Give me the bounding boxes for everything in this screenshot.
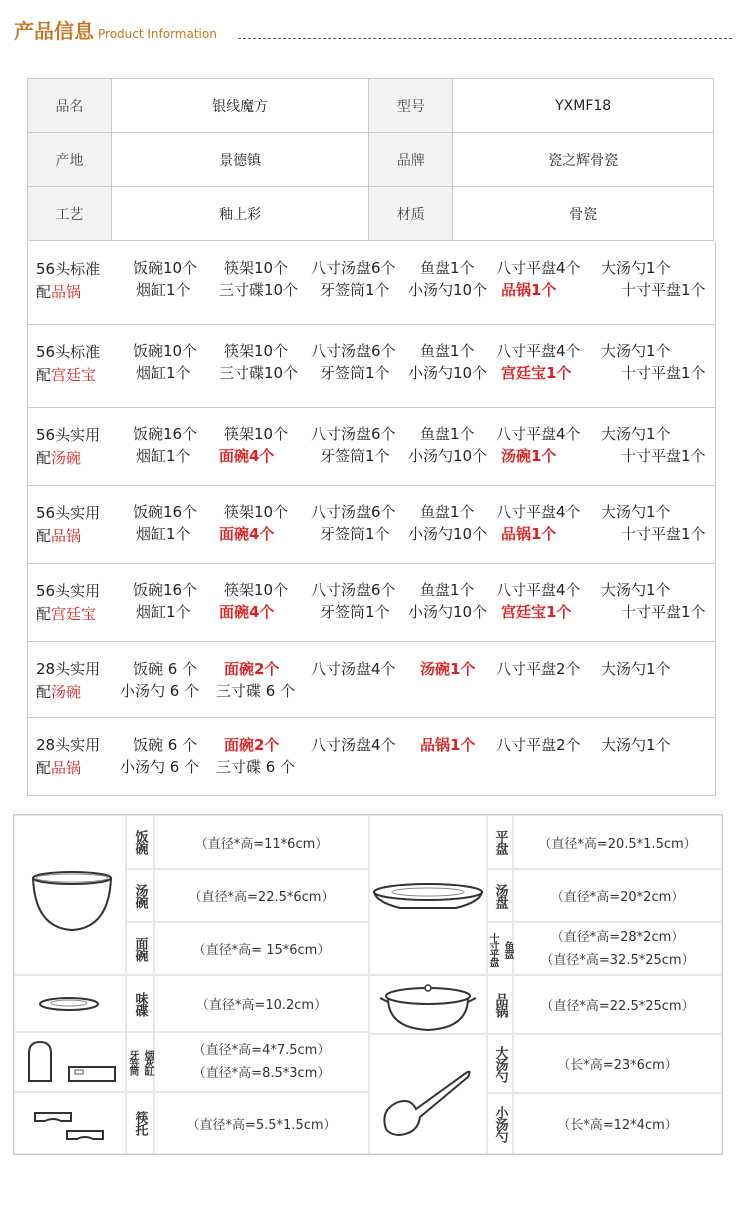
spec-value: 瓷之辉骨瓷 (453, 133, 714, 187)
spec-value: 骨瓷 (453, 187, 714, 241)
combo-item: 大汤勺1个 (601, 660, 671, 678)
section-subtitle: Product Information (98, 27, 217, 41)
item-label: 十寸平盘 (487, 932, 498, 965)
combo-item: 烟缸1个 (136, 281, 191, 299)
combo-item: 小汤勺10个 (408, 447, 488, 465)
combo-name-prefix: 配 (36, 527, 52, 545)
combo-row (28, 641, 715, 717)
combo-item: 烟缸1个 (136, 447, 191, 465)
dish-icon (15, 976, 125, 1031)
combo-item: 大汤勺1个 (601, 503, 671, 521)
combo-item: 牙签筒1个 (320, 364, 390, 382)
combo-item: 鱼盘1个 (420, 259, 475, 277)
combo-item: 八寸平盘4个 (496, 581, 581, 599)
combo-item: 八寸汤盘6个 (311, 259, 396, 277)
toothpick-ashtray-image (15, 1033, 125, 1091)
combo-item: 大汤勺1个 (601, 581, 671, 599)
combo-name-line: 56头实用 (36, 504, 101, 522)
combo-items-line (28, 579, 715, 601)
combo-item: 小汤勺10个 (408, 281, 488, 299)
combo-item: 饭碗16个 (133, 503, 198, 521)
combo-name-highlight: 品锅 (51, 527, 82, 545)
combo-item: 十寸平盘1个 (621, 447, 706, 465)
item-label: 烟灰缸 (142, 1050, 153, 1074)
item-label: 汤盘 (488, 870, 512, 921)
spec-value: 银线魔方 (111, 79, 369, 133)
combo-items-line (28, 523, 715, 545)
item-label: 鱼盘 (502, 940, 513, 957)
combo-item: 烟缸1个 (136, 364, 191, 382)
item-dimension-pair (155, 1033, 368, 1091)
section-header (14, 14, 217, 44)
combo-name-line: 28头实用 (36, 660, 101, 678)
item-dimension: （直径*高=20*2cm） (514, 870, 721, 921)
spec-label: 品名 (28, 79, 112, 133)
item-label: 品锅 (488, 976, 512, 1033)
item-dimension: （直径*高=32.5*25cm） (540, 952, 695, 968)
combo-item: 三寸碟10个 (219, 281, 299, 299)
combo-item: 八寸汤盘4个 (311, 660, 396, 678)
size-chart (13, 814, 723, 1155)
combo-row (28, 407, 715, 485)
combo-items-line (28, 279, 715, 301)
combo-items-line (28, 658, 715, 680)
combo-items-line (28, 680, 715, 702)
combo-item: 面碗2个 (224, 736, 280, 754)
combo-row (28, 717, 715, 795)
combo-item: 大汤勺1个 (601, 342, 671, 360)
combo-item: 鱼盘1个 (420, 342, 475, 360)
combo-item: 饭碗 6 个 (133, 736, 198, 754)
combo-item: 小汤勺 6 个 (120, 682, 200, 700)
item-label: 小汤勺 (488, 1094, 512, 1153)
pot-image (370, 976, 486, 1033)
combo-items-line (28, 734, 715, 756)
combo-row (28, 242, 715, 324)
combo-name-line: 56头实用 (36, 582, 101, 600)
item-dimension: （直径*高=5.5*1.5cm） (155, 1093, 368, 1153)
combo-item: 小汤勺10个 (408, 603, 488, 621)
combo-item: 烟缸1个 (136, 603, 191, 621)
combo-item: 大汤勺1个 (601, 259, 671, 277)
item-dimension: （直径*高=11*6cm） (155, 816, 368, 868)
combo-name-prefix: 配 (36, 605, 52, 623)
combo-name-prefix: 配 (36, 366, 52, 384)
item-label: 味碟 (127, 976, 153, 1031)
spec-label: 工艺 (28, 187, 112, 241)
combo-item: 面碗4个 (219, 447, 275, 465)
combo-name-highlight: 品锅 (51, 759, 82, 777)
combo-item: 烟缸1个 (136, 525, 191, 543)
item-dimension: （长*高=23*6cm） (514, 1035, 721, 1092)
combo-item: 八寸汤盘6个 (311, 425, 396, 443)
combo-item: 宫廷宝1个 (501, 364, 572, 382)
combo-row (28, 485, 715, 563)
combo-item: 三寸碟10个 (219, 364, 299, 382)
plate-image (370, 816, 486, 974)
combo-item: 筷架10个 (224, 581, 289, 599)
combo-items-line (28, 601, 715, 623)
item-dimension: （直径*高=22.5*25cm） (514, 976, 721, 1033)
combo-item: 牙签筒1个 (320, 525, 390, 543)
combo-item: 品锅1个 (501, 525, 557, 543)
combo-item: 汤碗1个 (420, 660, 476, 678)
combo-name-highlight: 品锅 (51, 283, 82, 301)
combo-name-highlight: 宫廷宝 (51, 366, 97, 384)
combo-item: 饭碗16个 (133, 425, 198, 443)
combo-item: 牙签筒1个 (320, 281, 390, 299)
chopstick-rest-icon (15, 1093, 125, 1153)
spoon-icon (370, 1035, 486, 1153)
combo-row (28, 324, 715, 407)
combo-items-line (28, 445, 715, 467)
item-dimension: （直径*高= 15*6cm） (155, 923, 368, 974)
combo-item: 牙签筒1个 (320, 447, 390, 465)
combo-items-line (28, 423, 715, 445)
combo-name-prefix: 配 (36, 759, 52, 777)
combo-name-line: 56头标准 (36, 343, 101, 361)
item-label: 饭碗 (127, 816, 153, 868)
spec-row (28, 187, 714, 241)
combo-item: 饭碗10个 (133, 259, 198, 277)
combo-items-line (28, 756, 715, 778)
item-label-pair (127, 1033, 153, 1091)
combo-name-prefix: 配 (36, 449, 52, 467)
combo-items-line (28, 501, 715, 523)
item-label: 面碗 (127, 923, 153, 974)
chopstick-rest-image (15, 1093, 125, 1153)
item-dimension: （直径*高=20.5*1.5cm） (514, 816, 721, 868)
combo-item: 十寸平盘1个 (621, 603, 706, 621)
item-dimension: （长*高=12*4cm） (514, 1094, 721, 1153)
section-title: 产品信息 (14, 19, 94, 43)
item-label: 汤碗 (127, 870, 153, 921)
plate-icon (370, 816, 486, 974)
spec-table (27, 78, 714, 241)
item-dimension: （直径*高=4*7.5cm） (192, 1043, 331, 1058)
combo-item: 八寸平盘4个 (496, 342, 581, 360)
bowl-image (15, 816, 125, 974)
spec-label: 型号 (369, 79, 453, 133)
combo-table (27, 242, 716, 796)
combo-item: 鱼盘1个 (420, 581, 475, 599)
combo-item: 八寸平盘4个 (496, 259, 581, 277)
combo-name-highlight: 宫廷宝 (51, 605, 97, 623)
combo-name-line: 56头实用 (36, 426, 101, 444)
combo-item: 八寸平盘2个 (496, 736, 581, 754)
combo-item: 筷架10个 (224, 503, 289, 521)
spec-label: 材质 (369, 187, 453, 241)
combo-item: 饭碗16个 (133, 581, 198, 599)
combo-name-prefix: 配 (36, 683, 52, 701)
combo-item: 面碗4个 (219, 603, 275, 621)
bowl-icon (15, 816, 125, 974)
spoon-image (370, 1035, 486, 1153)
combo-item: 鱼盘1个 (420, 503, 475, 521)
combo-item: 十寸平盘1个 (621, 525, 706, 543)
combo-items-line (28, 340, 715, 362)
combo-item: 大汤勺1个 (601, 736, 671, 754)
combo-item: 饭碗10个 (133, 342, 198, 360)
item-label-pair (488, 923, 512, 974)
pot-icon (370, 976, 486, 1033)
combo-row (28, 563, 715, 641)
spec-row (28, 79, 714, 133)
combo-item: 面碗4个 (219, 525, 275, 543)
combo-item: 三寸碟 6 个 (216, 758, 296, 776)
combo-name-line: 28头实用 (36, 736, 101, 754)
combo-item: 八寸平盘2个 (496, 660, 581, 678)
combo-item: 鱼盘1个 (420, 425, 475, 443)
combo-item: 三寸碟 6 个 (216, 682, 296, 700)
combo-item: 牙签筒1个 (320, 603, 390, 621)
combo-item: 筷架10个 (224, 342, 289, 360)
item-dimension: （直径*高=8.5*3cm） (192, 1066, 331, 1081)
dish-image (15, 976, 125, 1031)
combo-items-line (28, 257, 715, 279)
item-label: 平盘 (488, 816, 512, 868)
combo-item: 八寸汤盘6个 (311, 342, 396, 360)
item-dimension: （直径*高=28*2cm） (550, 929, 685, 945)
combo-item: 八寸汤盘6个 (311, 581, 396, 599)
toothpick-holder-icon (15, 1033, 125, 1091)
spec-value: 景德镇 (111, 133, 369, 187)
combo-name-highlight: 汤碗 (51, 683, 82, 701)
combo-item: 汤碗1个 (501, 447, 557, 465)
item-label: 筷托 (127, 1093, 153, 1153)
combo-item: 大汤勺1个 (601, 425, 671, 443)
combo-item: 八寸平盘4个 (496, 503, 581, 521)
combo-item: 品锅1个 (420, 736, 476, 754)
combo-item: 面碗2个 (224, 660, 280, 678)
spec-label: 产地 (28, 133, 112, 187)
combo-item: 小汤勺10个 (408, 525, 488, 543)
combo-item: 筷架10个 (224, 425, 289, 443)
combo-item: 八寸平盘4个 (496, 425, 581, 443)
combo-item: 品锅1个 (501, 281, 557, 299)
item-label: 牙签筒 (127, 1050, 138, 1074)
item-dimension: （直径*高=10.2cm） (155, 976, 368, 1031)
spec-value: YXMF18 (453, 79, 714, 133)
combo-item: 小汤勺10个 (408, 364, 488, 382)
combo-item: 筷架10个 (224, 259, 289, 277)
header-divider (238, 38, 732, 39)
combo-item: 饭碗 6 个 (133, 660, 198, 678)
combo-item: 十寸平盘1个 (621, 281, 706, 299)
combo-item: 十寸平盘1个 (621, 364, 706, 382)
item-dimension: （直径*高=22.5*6cm） (155, 870, 368, 921)
item-label: 大汤勺 (488, 1035, 512, 1092)
combo-name-line: 56头标准 (36, 260, 101, 278)
spec-label: 品牌 (369, 133, 453, 187)
spec-value: 釉上彩 (111, 187, 369, 241)
combo-item: 小汤勺 6 个 (120, 758, 200, 776)
combo-name-highlight: 汤碗 (51, 449, 82, 467)
item-dimension-pair (514, 923, 721, 974)
combo-item: 宫廷宝1个 (501, 603, 572, 621)
combo-items-line (28, 362, 715, 384)
spec-row (28, 133, 714, 187)
combo-item: 八寸汤盘6个 (311, 503, 396, 521)
combo-name-prefix: 配 (36, 283, 52, 301)
combo-item: 八寸汤盘4个 (311, 736, 396, 754)
